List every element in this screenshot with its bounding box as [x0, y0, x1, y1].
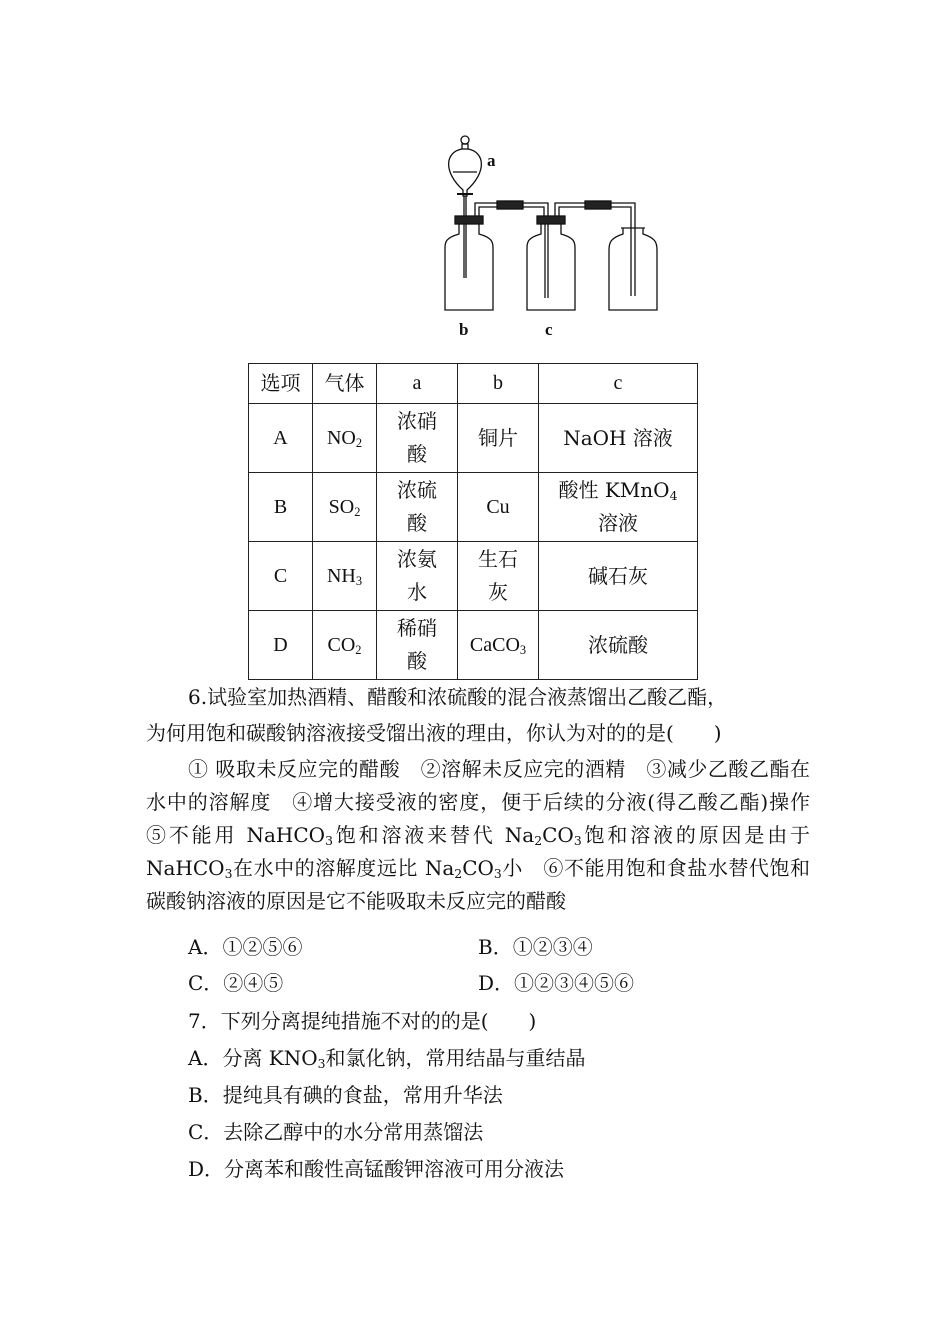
reagent-c-cell: NaOH 溶液 — [539, 404, 698, 473]
q6-option-c[interactable]: C．②④⑤ — [188, 971, 284, 995]
stopper-b — [455, 216, 483, 224]
q6-stem-line1: 6.试验室加热酒精、醋酸和浓硫酸的混合液蒸馏出乙酸乙酯， — [188, 685, 728, 709]
reagent-a-cell: 浓硫 酸 — [377, 473, 458, 542]
header-cell: a — [377, 364, 458, 404]
reagent-c-cell: 酸性 KMnO$_4$ 溶液 — [539, 473, 698, 542]
option-cell: C — [249, 542, 313, 611]
reagent-b-cell: Cu — [458, 473, 539, 542]
reagent-b-cell: 铜片 — [458, 404, 539, 473]
reagent-b-cell: 生石 灰 — [458, 542, 539, 611]
q7-option-c[interactable]: C．去除乙醇中的水分常用蒸馏法 — [188, 1120, 484, 1144]
option-cell: D — [249, 611, 313, 680]
header-cell: 选项 — [249, 364, 313, 404]
reagent-b-cell: CaCO$_3$ — [458, 611, 539, 680]
table-header-row — [249, 364, 698, 404]
q7-option-b[interactable]: B．提纯具有碘的食盐，常用升华法 — [188, 1083, 503, 1107]
gas-cell: $NO_2$ — [313, 404, 377, 473]
bottle-c — [527, 224, 575, 310]
gas-cell: $CO_2$ — [313, 611, 377, 680]
header-cell: c — [539, 364, 698, 404]
option-cell: A — [249, 404, 313, 473]
option-cell: B — [249, 473, 313, 542]
funnel-stopper — [461, 136, 469, 144]
bottle-3 — [609, 228, 657, 310]
stopper-c — [537, 216, 565, 224]
q6-stem-line2: 为何用饱和碳酸钠溶液接受馏出液的理由，你认为对的的是( ) — [146, 721, 722, 745]
table-row — [249, 542, 698, 611]
options-table — [248, 363, 698, 680]
q7-option-d[interactable]: D．分离苯和酸性高锰酸钾溶液可用分液法 — [188, 1157, 565, 1181]
table-row — [249, 611, 698, 680]
apparatus-figure — [435, 130, 665, 345]
bottle-b — [445, 224, 493, 310]
q6-option-b[interactable]: B．①②③④ — [478, 935, 593, 959]
table-row — [249, 404, 698, 473]
reagent-c-cell: 碱石灰 — [539, 542, 698, 611]
q6-option-d[interactable]: D．①②③④⑤⑥ — [478, 971, 635, 995]
reagent-a-cell: 稀硝 酸 — [377, 611, 458, 680]
gas-cell: $SO_2$ — [313, 473, 377, 542]
q6-items: ① 吸取未反应完的醋酸 ②溶解未反应完的酒精 ③减少乙酸乙酯在水中的溶解度 ④增大接受液的密度，便于后续的分液(得乙酸乙酯)操作 ⑤不能用 NaHCO$_3$饱和溶液来替代 $Na_2CO_3$饱和溶液的原因是由于 NaHCO$_3$在水中的溶解度远比 $Na_2CO_3$小 ⑥不能用饱和食盐水替代饱和碳酸钠溶液的原因是它不能吸取未反应完的醋酸 — [146, 757, 830, 913]
reagent-c-cell: 浓硫酸 — [539, 611, 698, 680]
reagent-a-cell: 浓硝 酸 — [377, 404, 458, 473]
label-a: a — [487, 151, 496, 170]
header-cell: b — [458, 364, 539, 404]
header-cell: 气体 — [313, 364, 377, 404]
label-c: c — [545, 320, 553, 339]
table-row — [249, 473, 698, 542]
label-b: b — [459, 320, 469, 339]
q7-stem: 7．下列分离提纯措施不对的的是( ) — [188, 1009, 537, 1033]
q6-option-a[interactable]: A．①②⑤⑥ — [188, 935, 303, 959]
reagent-a-cell: 浓氨 水 — [377, 542, 458, 611]
gas-cell: $NH_3$ — [313, 542, 377, 611]
q7-option-a[interactable]: A．分离 $KNO_3$和氯化钠，常用结晶与重结晶 — [188, 1046, 586, 1072]
